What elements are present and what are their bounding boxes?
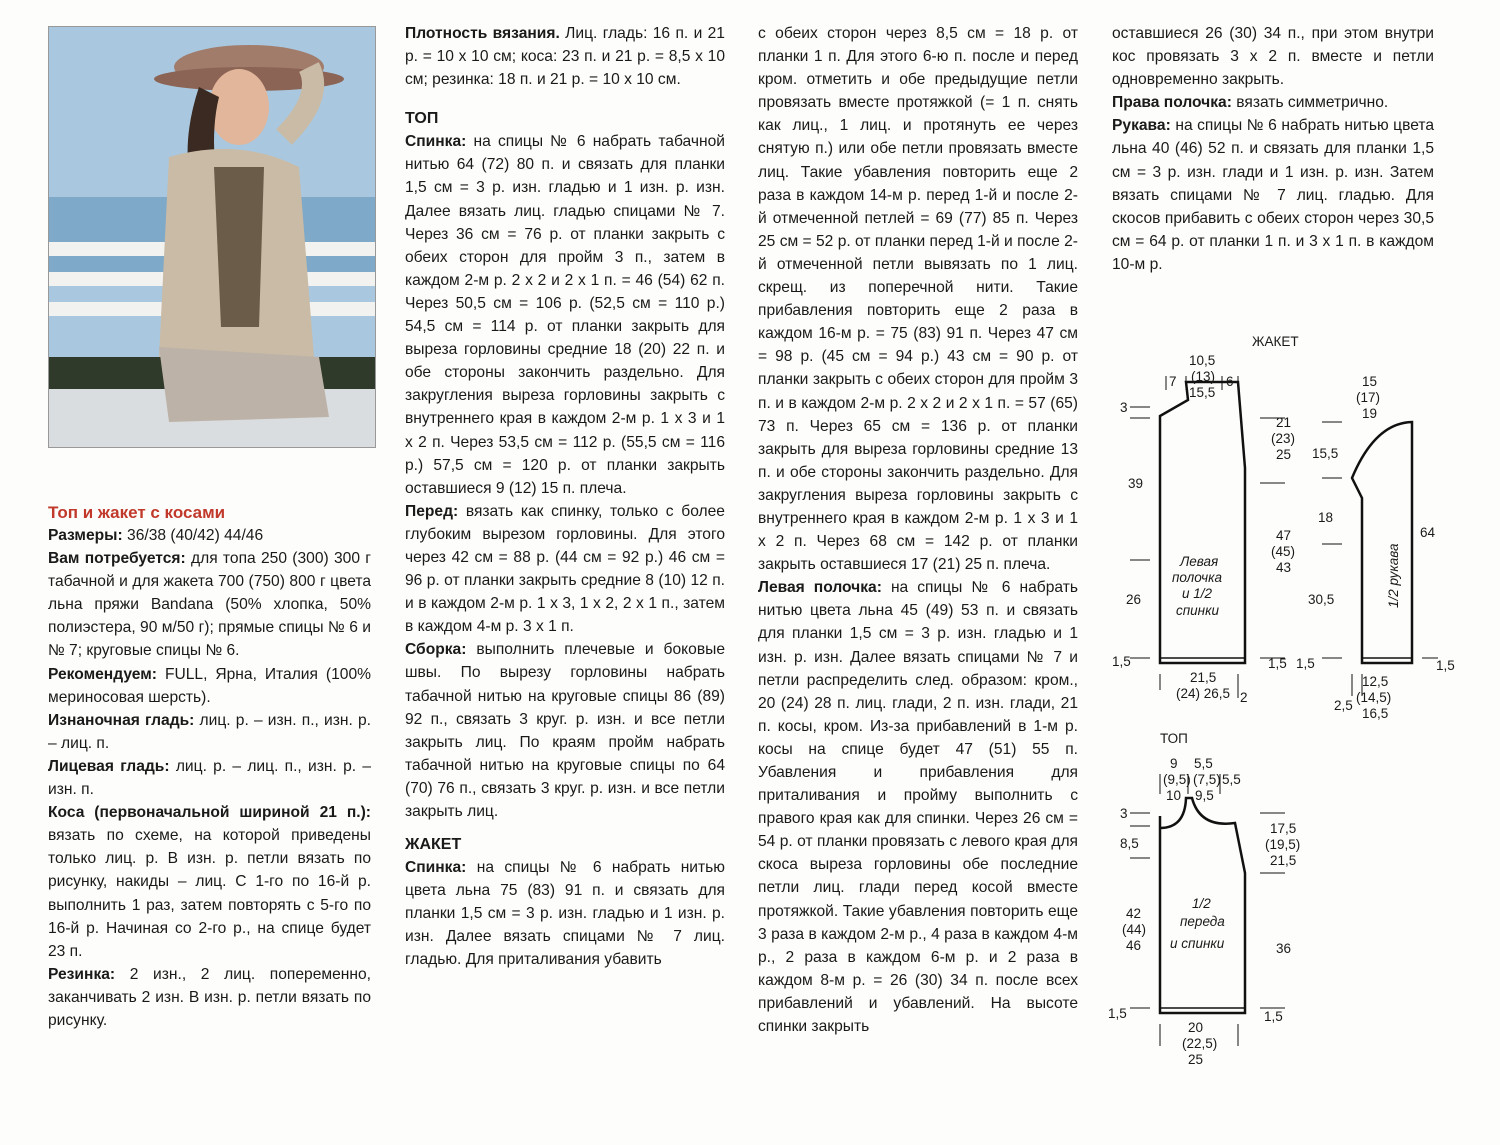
knit-paragraph: [48, 755, 371, 801]
top-dim-55: 5,5: [1194, 756, 1213, 771]
jacket-dim-26: 26: [1126, 592, 1142, 607]
materials-text: для топа 250 (300) 300 г табачной и для жакета 700 (750) 800 г цвета льна пряжи Bandana (50% хлопка, 50% полиэстера, 90 м/50 г); прямые спицы № 6 и № 7; круговые спицы № 6.: [48, 550, 371, 660]
materials-paragraph: [48, 547, 371, 662]
assembly-text: выполнить плечевые и боковые швы. По вырезу горловины набрать табачной нитью на круговые спицы 86 (89) 92 п., связать 3 круг. р. изн. и все петли закрыть лиц. По краям пройм набрать табачной нитью на круговые спицы по 64 (70) 76 п., связать 3 круг. р. изн. и все петли закрыть лиц.: [405, 641, 725, 820]
jacket-dim-15-left: 1,5: [1112, 654, 1131, 669]
gauge-label: Плотность вязания.: [405, 25, 560, 42]
jacket-dim-155: 15,5: [1189, 385, 1216, 400]
column-1: [48, 502, 371, 1032]
sleeve-paragraph: [1112, 114, 1434, 276]
jacket-dim-21: 21: [1276, 415, 1292, 430]
cable-label: Коса (первоначальной шириной 21 п.):: [48, 804, 371, 822]
sleeve-label: Рукава:: [1112, 117, 1171, 135]
top-dim-25: 25: [1188, 1052, 1204, 1067]
column-3: [758, 22, 1078, 1038]
jacket-dim-bottom-1: 21,5: [1190, 670, 1217, 685]
top-front-text: вязать как спинку, только с более глубоким вырезом горловины. Для этого через 42 см = 88 р. (44 см = 92 р.) 46 см = 96 р. от планки закрыть средние 8 (10) 12 п. и в каждом 2-м р. 1 х 3, 1 х 2, 2 х 1 п., затем в каждом 4-м р. 3 х 1 п.: [405, 502, 725, 636]
sleeve-piece-label: 1/2 рукава: [1386, 543, 1401, 608]
jacket-piece-label-4: спинки: [1176, 603, 1219, 618]
top-back-label: Спинка:: [405, 133, 467, 151]
top-dim-20: 20: [1188, 1020, 1204, 1035]
jacket-piece-label-2: полочка: [1172, 570, 1223, 585]
jacket-dim-45: (45): [1271, 544, 1296, 559]
top-piece-label-2: переда: [1180, 914, 1225, 929]
sleeve-dim-15-right: 1,5: [1436, 658, 1455, 673]
left-front-label: Левая полочка:: [758, 579, 882, 597]
recommend-label: Рекомендуем:: [48, 665, 157, 683]
jacket-back-label: Спинка:: [405, 859, 467, 877]
jacket-body-schematic: [1112, 353, 1295, 705]
top-dim-55b: 5,5: [1222, 772, 1241, 787]
rib-paragraph: [48, 963, 371, 1032]
sleeve-dim-145: (14,5): [1356, 690, 1392, 705]
right-front-paragraph: [1112, 91, 1434, 114]
jacket-dim-47: 47: [1276, 528, 1292, 543]
top-dim-225: (22,5): [1182, 1036, 1218, 1051]
sleeve-dim-17: (17): [1356, 390, 1381, 405]
article-title: Топ и жакет с косами: [48, 503, 226, 522]
jacket-dim-39: 39: [1128, 476, 1144, 491]
top-back-text: на спицы № 6 набрать табачной нитью 64 (72) 80 п. и связать для планки 1,5 см = 3 р. изн. гладью и 1 изн. р. изн. Далее вязать лиц. гладью спицами № 7. Через 36 см = 76 р. от планки закрыть с обеих сторон для пройм 3 п., затем в каждом 2-м р. 2 х 2 и 2 х 1 п. = 46 (54) 62 п. Через 50,5 см = 106 р. (52,5 см = 110 р.) 54,5 см = 114 р. от планки закрыть для выреза горловины средние 18 (20) 22 п. и обе стороны закончить раздельно. Для закругления выреза горловины закрыть с внутреннего края в каждом 2-м р. 1 х 3 и 1 х 2 п. Через 53,5 см = 112 р. (55,5 см = 116 р.) 57,5 см = 120 р. от планки закрыть оставшиеся 9 (12) 15 п. плеча.: [405, 133, 725, 497]
top-dim-10: 10: [1166, 788, 1182, 803]
top-diagram-title: ТОП: [1160, 731, 1188, 746]
jacket-dim-13: (13): [1191, 369, 1216, 384]
top-dim-15-right: 1,5: [1264, 1009, 1283, 1024]
cable-paragraph: [48, 801, 371, 963]
cable-text: вязать по схеме, на которой приведены только лиц. р. В изн. р. петли вязать по рисунку, накиды – лиц. С 1-го по 16-й р. выполнить 1 раз, затем повторять с 5-го по 16-й р. Начиная со 2-го р., на спице будет 23 п.: [48, 827, 371, 960]
materials-label: Вам потребуется:: [48, 550, 186, 568]
sleeve-dim-19: 19: [1362, 406, 1378, 421]
left-front-paragraph: [758, 576, 1078, 1038]
top-dim-215: 21,5: [1270, 853, 1297, 868]
recommend-paragraph: [48, 663, 371, 709]
jacket-dim-43: 43: [1276, 560, 1292, 575]
jacket-dim-3: 3: [1120, 400, 1128, 415]
purl-label: Изнаночная гладь:: [48, 711, 195, 729]
sleeve-dim-165: 16,5: [1362, 706, 1389, 721]
purl-text: лиц. р. – изн. п., изн. р. – лиц. п.: [48, 711, 371, 752]
rib-text: 2 изн., 2 лиц. попеременно, заканчивать 2 изн. В изн. р. петли вязать по рисунку.: [48, 965, 371, 1029]
sizes-text: 36/38 (40/42) 44/46: [127, 527, 264, 544]
top-front-paragraph: [405, 500, 725, 639]
knit-text: лиц. р. – лиц. п., изн. р. – изн. п.: [48, 757, 371, 799]
rib-label: Резинка:: [48, 965, 116, 983]
right-front-label: Права полочка:: [1112, 94, 1232, 112]
jacket-back-paragraph: [405, 856, 725, 971]
jacket-dim-23: (23): [1271, 431, 1296, 446]
model-photo: [48, 26, 376, 448]
sleeve-dim-64: 64: [1420, 525, 1436, 540]
jacket-dim-6: 6: [1226, 374, 1234, 389]
top-piece-label-1: 1/2: [1192, 896, 1211, 911]
sleeve-text: на спицы № 6 набрать нитью цвета льна 40 (46) 52 п. и связать для планки 1,5 см = 3 р. изн. глади и 1 изн. р. изн. Затем вязать спицами № 7 лиц. гладью. Для скосов прибавить с обеих сторон через 30,5 см = 64 р. от планки 1 п. и 3 х 1 п. в каждом 10-м р.: [1112, 117, 1434, 273]
recommend-text: FULL, Ярна, Италия (100% мериносовая шерсть).: [48, 665, 371, 706]
purl-paragraph: [48, 709, 371, 755]
top-dim-36: 36: [1276, 941, 1292, 956]
top-dim-15-left: 1,5: [1108, 1006, 1127, 1021]
left-front-continued: оставшиеся 26 (30) 34 п., при этом внутри кос провязать 3 х 2 п. вместе и петли одновременно закрыть.: [1112, 25, 1434, 89]
top-dim-95: (9,5): [1163, 772, 1191, 787]
jacket-heading: ЖАКЕТ: [405, 836, 462, 854]
top-dim-95b: 9,5: [1195, 788, 1214, 803]
left-front-text: на спицы № 6 набрать нитью цвета льна 45 (49) 53 п. и связать для планки 1,5 см = 3 р. изн. гладью и 1 изн. р. изн. Далее вязать спицами № 7 и петли распределить след. образом: кром., 20 (24) 28 п. лиц. глади, 2 п. изн. глади, 21 п. косы, кром. Из-за прибавлений в 1-м р. косы на спице будет 47 (51) 55 п. Убавления и прибавления для приталивания и пройму выполнить с правого края как для спинки. Через 26 см = 54 р. от планки провязать с левого края для скоса выреза горловины обе последние петли лиц. глади перед косой вместе протяжкой. Такие убавления повторить еще 3 раза в каждом 2-м р., 4 раза в каждом 4-м р., 2 раза в каждом 6-м р. и 2 раза в каждом 8-м р. = 26 (30) 34 п. после всех прибавлений и убавлений. На высоте спинки закрыть: [758, 579, 1078, 1036]
assembly-label: Сборка:: [405, 641, 467, 659]
jacket-dim-15-right: 1,5: [1268, 656, 1287, 671]
sleeve-schematic: [1296, 374, 1455, 721]
top-back-paragraph: [405, 130, 725, 500]
column-2: [405, 22, 725, 972]
top-dim-9: 9: [1170, 756, 1178, 771]
top-dim-42: 42: [1126, 906, 1142, 921]
photo-illustration: [49, 27, 375, 447]
gauge-text: Лиц. гладь: 16 п. и 21 р. = 10 х 10 см; коса: 23 п. и 21 р. = 8,5 х 10 см; резинка: 18 п. и 21 р. = 10 х 10 см.: [405, 25, 725, 89]
column-4: [1112, 22, 1434, 276]
assembly-paragraph: [405, 638, 725, 823]
top-dim-44: (44): [1122, 922, 1147, 937]
sleeve-dim-15: 15: [1362, 374, 1378, 389]
top-dim-85: 8,5: [1120, 836, 1139, 851]
jacket-diagram-title: ЖАКЕТ: [1252, 334, 1299, 349]
sleeve-dim-155: 15,5: [1312, 446, 1339, 461]
sizes-paragraph: [48, 524, 371, 547]
pattern-diagrams: [1100, 318, 1500, 1118]
jacket-dim-105: 10,5: [1189, 353, 1216, 368]
sleeve-dim-25: 2,5: [1334, 698, 1353, 713]
sleeve-dim-125: 12,5: [1362, 674, 1389, 689]
right-front-text: вязать симметрично.: [1236, 94, 1389, 112]
jacket-dim-bottom-2: (24) 26,5: [1176, 686, 1231, 701]
jacket-back-text: на спицы № 6 набрать нитью цвета льна 75 (83) 91 п. и связать для планки 1,5 см = 3 р. изн. гладью и 1 изн. р. изн. Далее вязать спицами № 7 лиц. гладью. Для приталивания убавить: [405, 859, 725, 969]
top-piece-label-3: и спинки: [1170, 936, 1225, 951]
sleeve-dim-18: 18: [1318, 510, 1334, 525]
top-dim-195: (19,5): [1265, 837, 1301, 852]
jacket-piece-label-3: и 1/2: [1182, 586, 1213, 601]
top-front-label: Перед:: [405, 502, 459, 520]
top-body-schematic: [1108, 756, 1300, 1067]
top-heading: ТОП: [405, 110, 439, 128]
sizes-label: Размеры:: [48, 527, 123, 544]
gauge-paragraph: [405, 22, 725, 91]
jacket-back-continued: с обеих сторон через 8,5 см = 18 р. от планки 1 п. Для этого 6-ю п. после и перед кром. отметить и обе предыдущие петли провязать вместе протяжкой (= 1 п. снять как лиц., 1 лиц. и протянуть ее через снятую п.) или обе петли провязать вместе лиц. Такие убавления повторить еще 2 раза в каждом 14-м р. перед 1-й и после 2-й отмеченной петлей = 69 (77) 85 п. Через 25 см = 52 р. от планки перед 1-й и после 2-й отмеченной петли вывязать по 1 лиц. скрещ. из поперечной нити. Такие прибавления повторить еще 2 раза в каждом 16-м р. = 75 (83) 91 п. Через 47 см = 98 р. (45 см = 94 р.) 43 см = 90 р. от планки закрыть с обеих сторон для пройм 3 п. и в каждом 2-м р. 2 х 2 и 2 х 1 п. = 57 (65) 73 п. Через 65 см = 136 р. от планки закрыть для выреза горловины средние 13 п. и обе стороны закончить раздельно. Для закругления выреза горловины закрыть с внутреннего края в каждом 2-м р. 1 х 3 и 1 х 2 п. Через 68 см = 142 р. от планки закрыть оставшиеся 17 (21) 25 п. плеча.: [758, 25, 1078, 574]
top-dim-175: 17,5: [1270, 821, 1297, 836]
jacket-dim-25: 25: [1276, 447, 1292, 462]
sleeve-dim-15-left: 1,5: [1296, 656, 1315, 671]
sleeve-dim-305: 30,5: [1308, 592, 1335, 607]
knit-label: Лицевая гладь:: [48, 757, 170, 775]
top-dim-75: (7,5): [1193, 772, 1221, 787]
top-dim-3: 3: [1120, 806, 1128, 821]
jacket-dim-2: 2: [1240, 690, 1248, 705]
jacket-dim-7: 7: [1169, 374, 1177, 389]
jacket-piece-label-1: Левая: [1180, 554, 1219, 569]
top-dim-46: 46: [1126, 938, 1142, 953]
